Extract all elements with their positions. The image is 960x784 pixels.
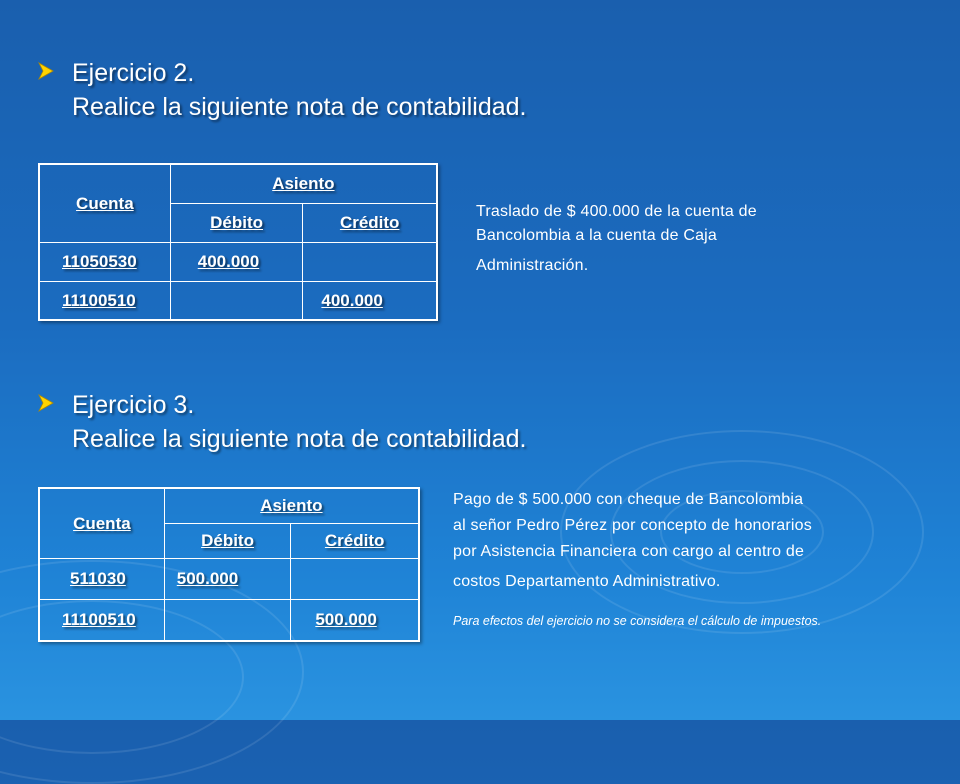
note-line: costos Departamento Administrativo. — [453, 573, 721, 590]
column-header-entry — [164, 489, 418, 524]
entry-header-label: Asiento — [260, 496, 323, 515]
exercise2-heading — [38, 56, 526, 124]
column-header-entry — [170, 165, 436, 204]
column-header-account — [40, 165, 171, 243]
exercise3-footnote: Para efectos del ejercicio no se considera el cálculo de impuestos. — [453, 614, 822, 628]
account-cell: 11050530 — [40, 243, 171, 282]
account-header-label: Cuenta — [73, 513, 131, 533]
credit-header-label: Crédito — [339, 213, 400, 232]
note-line: Bancolombia a la cuenta de Caja — [476, 227, 718, 244]
debit-header-label: Débito — [210, 213, 263, 232]
arrow-bullet-icon — [38, 62, 54, 80]
exercise3-note — [453, 487, 812, 595]
column-header-debit — [164, 524, 291, 559]
table-row — [40, 600, 419, 641]
exercise2-instruction: Realice la siguiente nota de contabilidad. — [72, 93, 527, 121]
debit-cell: 500.000 — [164, 559, 291, 600]
exercise3-instruction: Realice la siguiente nota de contabilidad. — [72, 425, 527, 453]
account-cell: 11100510 — [40, 600, 165, 641]
exercise2-ledger-table — [39, 164, 437, 321]
note-line: Pago de $ 500.000 con cheque de Bancolombia — [453, 491, 804, 508]
credit-cell — [291, 559, 419, 600]
table-row — [40, 243, 437, 282]
note-line: al señor Pedro Pérez por concepto de honorarios — [453, 517, 812, 534]
account-cell: 511030 — [40, 559, 165, 600]
column-header-credit — [303, 204, 437, 243]
entry-header-label: Asiento — [272, 174, 335, 193]
account-cell: 11100510 — [40, 282, 171, 321]
credit-cell — [303, 243, 437, 282]
debit-cell: 400.000 — [170, 243, 303, 282]
exercise2-title: Ejercicio 2. — [72, 59, 195, 87]
exercise3-title: Ejercicio 3. — [72, 391, 195, 419]
exercise3-ledger-table — [39, 488, 419, 641]
exercise3-heading — [38, 388, 526, 456]
table-row — [40, 282, 437, 321]
note-line: Administración. — [476, 257, 589, 274]
debit-cell — [170, 282, 303, 321]
note-line: Traslado de $ 400.000 de la cuenta de — [476, 203, 757, 220]
column-header-account — [40, 489, 165, 559]
table-row — [40, 559, 419, 600]
arrow-bullet-icon — [38, 394, 54, 412]
credit-cell: 500.000 — [291, 600, 419, 641]
debit-header-label: Débito — [201, 531, 254, 550]
credit-cell: 400.000 — [303, 282, 437, 321]
column-header-credit — [291, 524, 419, 559]
account-header-label: Cuenta — [76, 193, 134, 213]
credit-header-label: Crédito — [324, 531, 385, 550]
note-line: por Asistencia Financiera con cargo al centro de — [453, 543, 805, 560]
exercise2-note — [476, 200, 757, 278]
column-header-debit — [170, 204, 303, 243]
debit-cell — [164, 600, 291, 641]
